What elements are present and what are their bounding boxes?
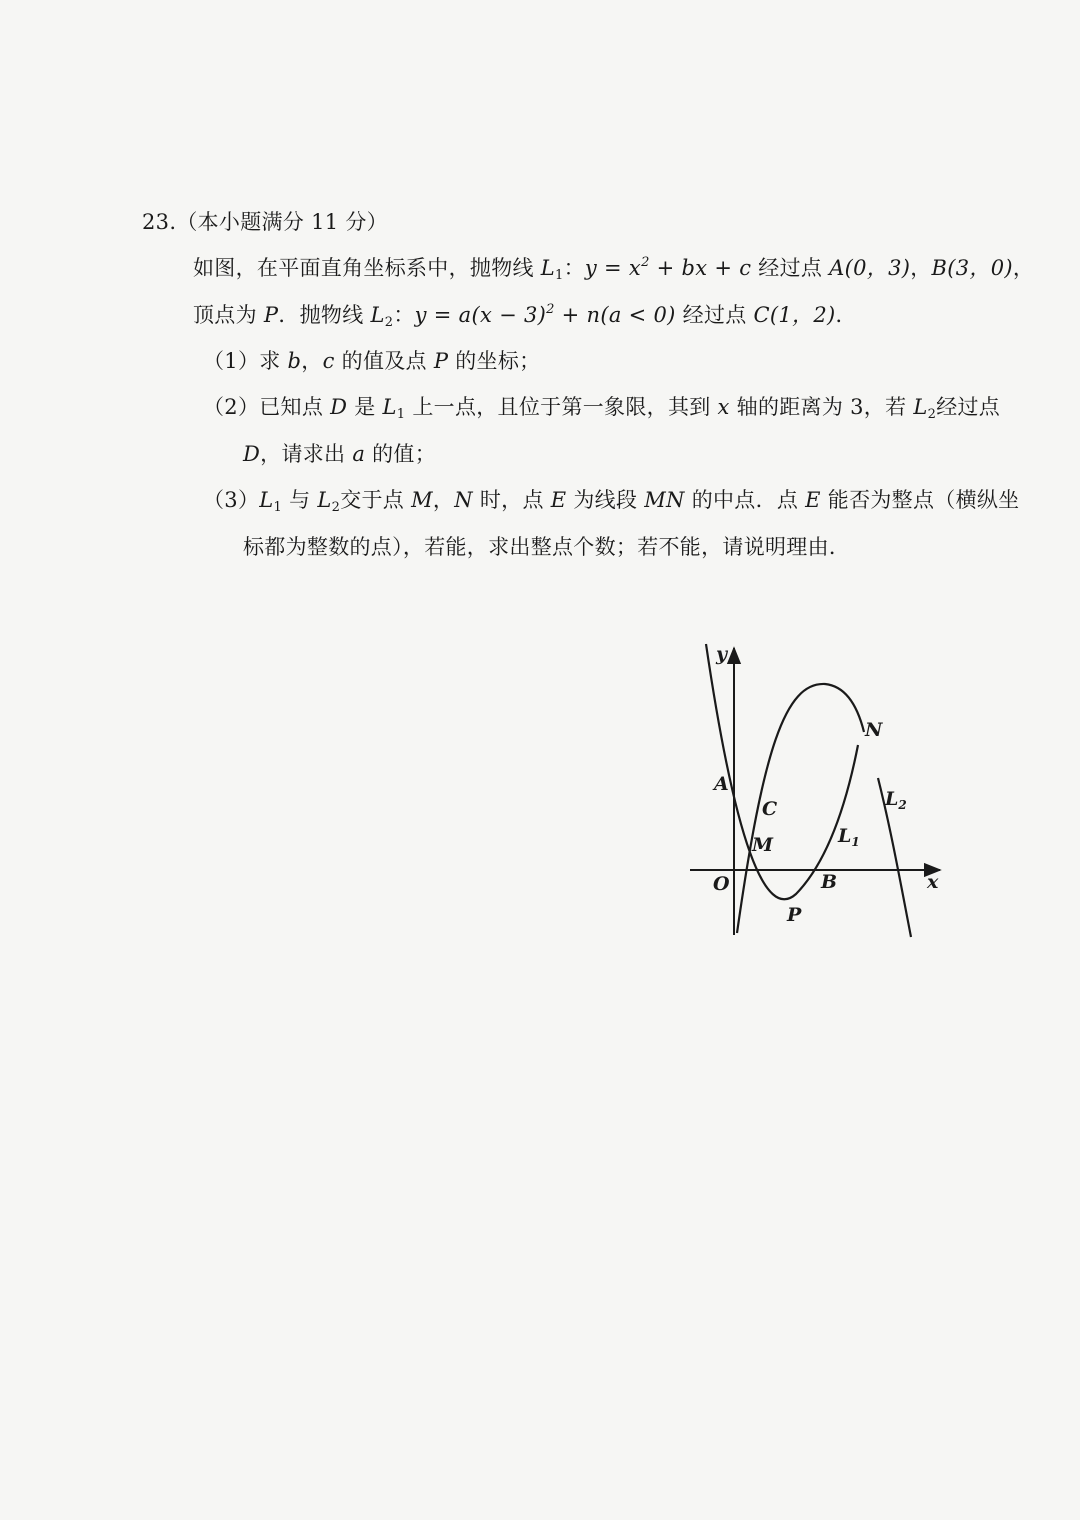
parabola-L1 (706, 644, 858, 899)
score-note: （本小题满分 11 分） (176, 210, 388, 234)
vertex-P: P (263, 303, 279, 327)
equation-L1: $y = x^2$ + bx + c (584, 255, 752, 280)
intro-text: 如图，在平面直角坐标系中，抛物线 (193, 256, 541, 280)
question-3: $(3)L_1$ 与 $L_2$交于点 M，N 时，点 E 为线段 MN 的中点．点 E 能否为整点（横纵坐 (203, 488, 1020, 515)
label-x: x (927, 871, 939, 893)
parabola-L2 (737, 684, 864, 933)
point-A: A(0，3) (829, 256, 911, 280)
question-1: （1）求 b，c 的值及点 P 的坐标； (203, 349, 541, 373)
point-C: C(1，2) (753, 303, 836, 327)
equation-L2: $y = a(x - 3)^2 + n(a < 0)$ (414, 302, 676, 327)
label-B: B (821, 871, 838, 893)
intro-line-2: 顶点为 P．抛物线 $L_2$：$y = a(x - 3)^2 + n(a < 0)$ 经过点 C(1，2)． (193, 302, 857, 330)
parabola-L1-name: $L_1$ (540, 256, 564, 283)
label-M: M (752, 834, 774, 856)
question-2-cont: D，请求出 a 的值； (243, 442, 437, 466)
question-2: （2）已知点 D 是 $L_1$ 上一点，且位于第一象限，其到 x 轴的距离为 3，若 $L_2$经过点 (203, 395, 1001, 422)
parabola-L2-name: $L_2$ (370, 303, 394, 330)
intro-line-1: 如图，在平面直角坐标系中，抛物线 $L_1$：$y = x^2$ + bx + c 经过点 A(0，3)，B(3，0)， (193, 255, 1035, 283)
label-y: y (716, 643, 728, 665)
label-O: O (713, 873, 730, 895)
label-L2: $L_2$ (885, 788, 907, 812)
question-3-cont: 标都为整数的点），若能，求出整点个数；若不能，请说明理由． (243, 535, 851, 559)
problem-header (142, 208, 388, 236)
label-L1: $L_1$ (838, 825, 860, 849)
label-N: N (865, 719, 883, 741)
coordinate-figure (685, 640, 950, 945)
point-B: B(3，0) (931, 256, 1013, 280)
label-C: C (762, 798, 778, 820)
label-A: A (714, 773, 729, 795)
problem-number: 23. (142, 210, 177, 234)
label-P: P (787, 904, 802, 926)
